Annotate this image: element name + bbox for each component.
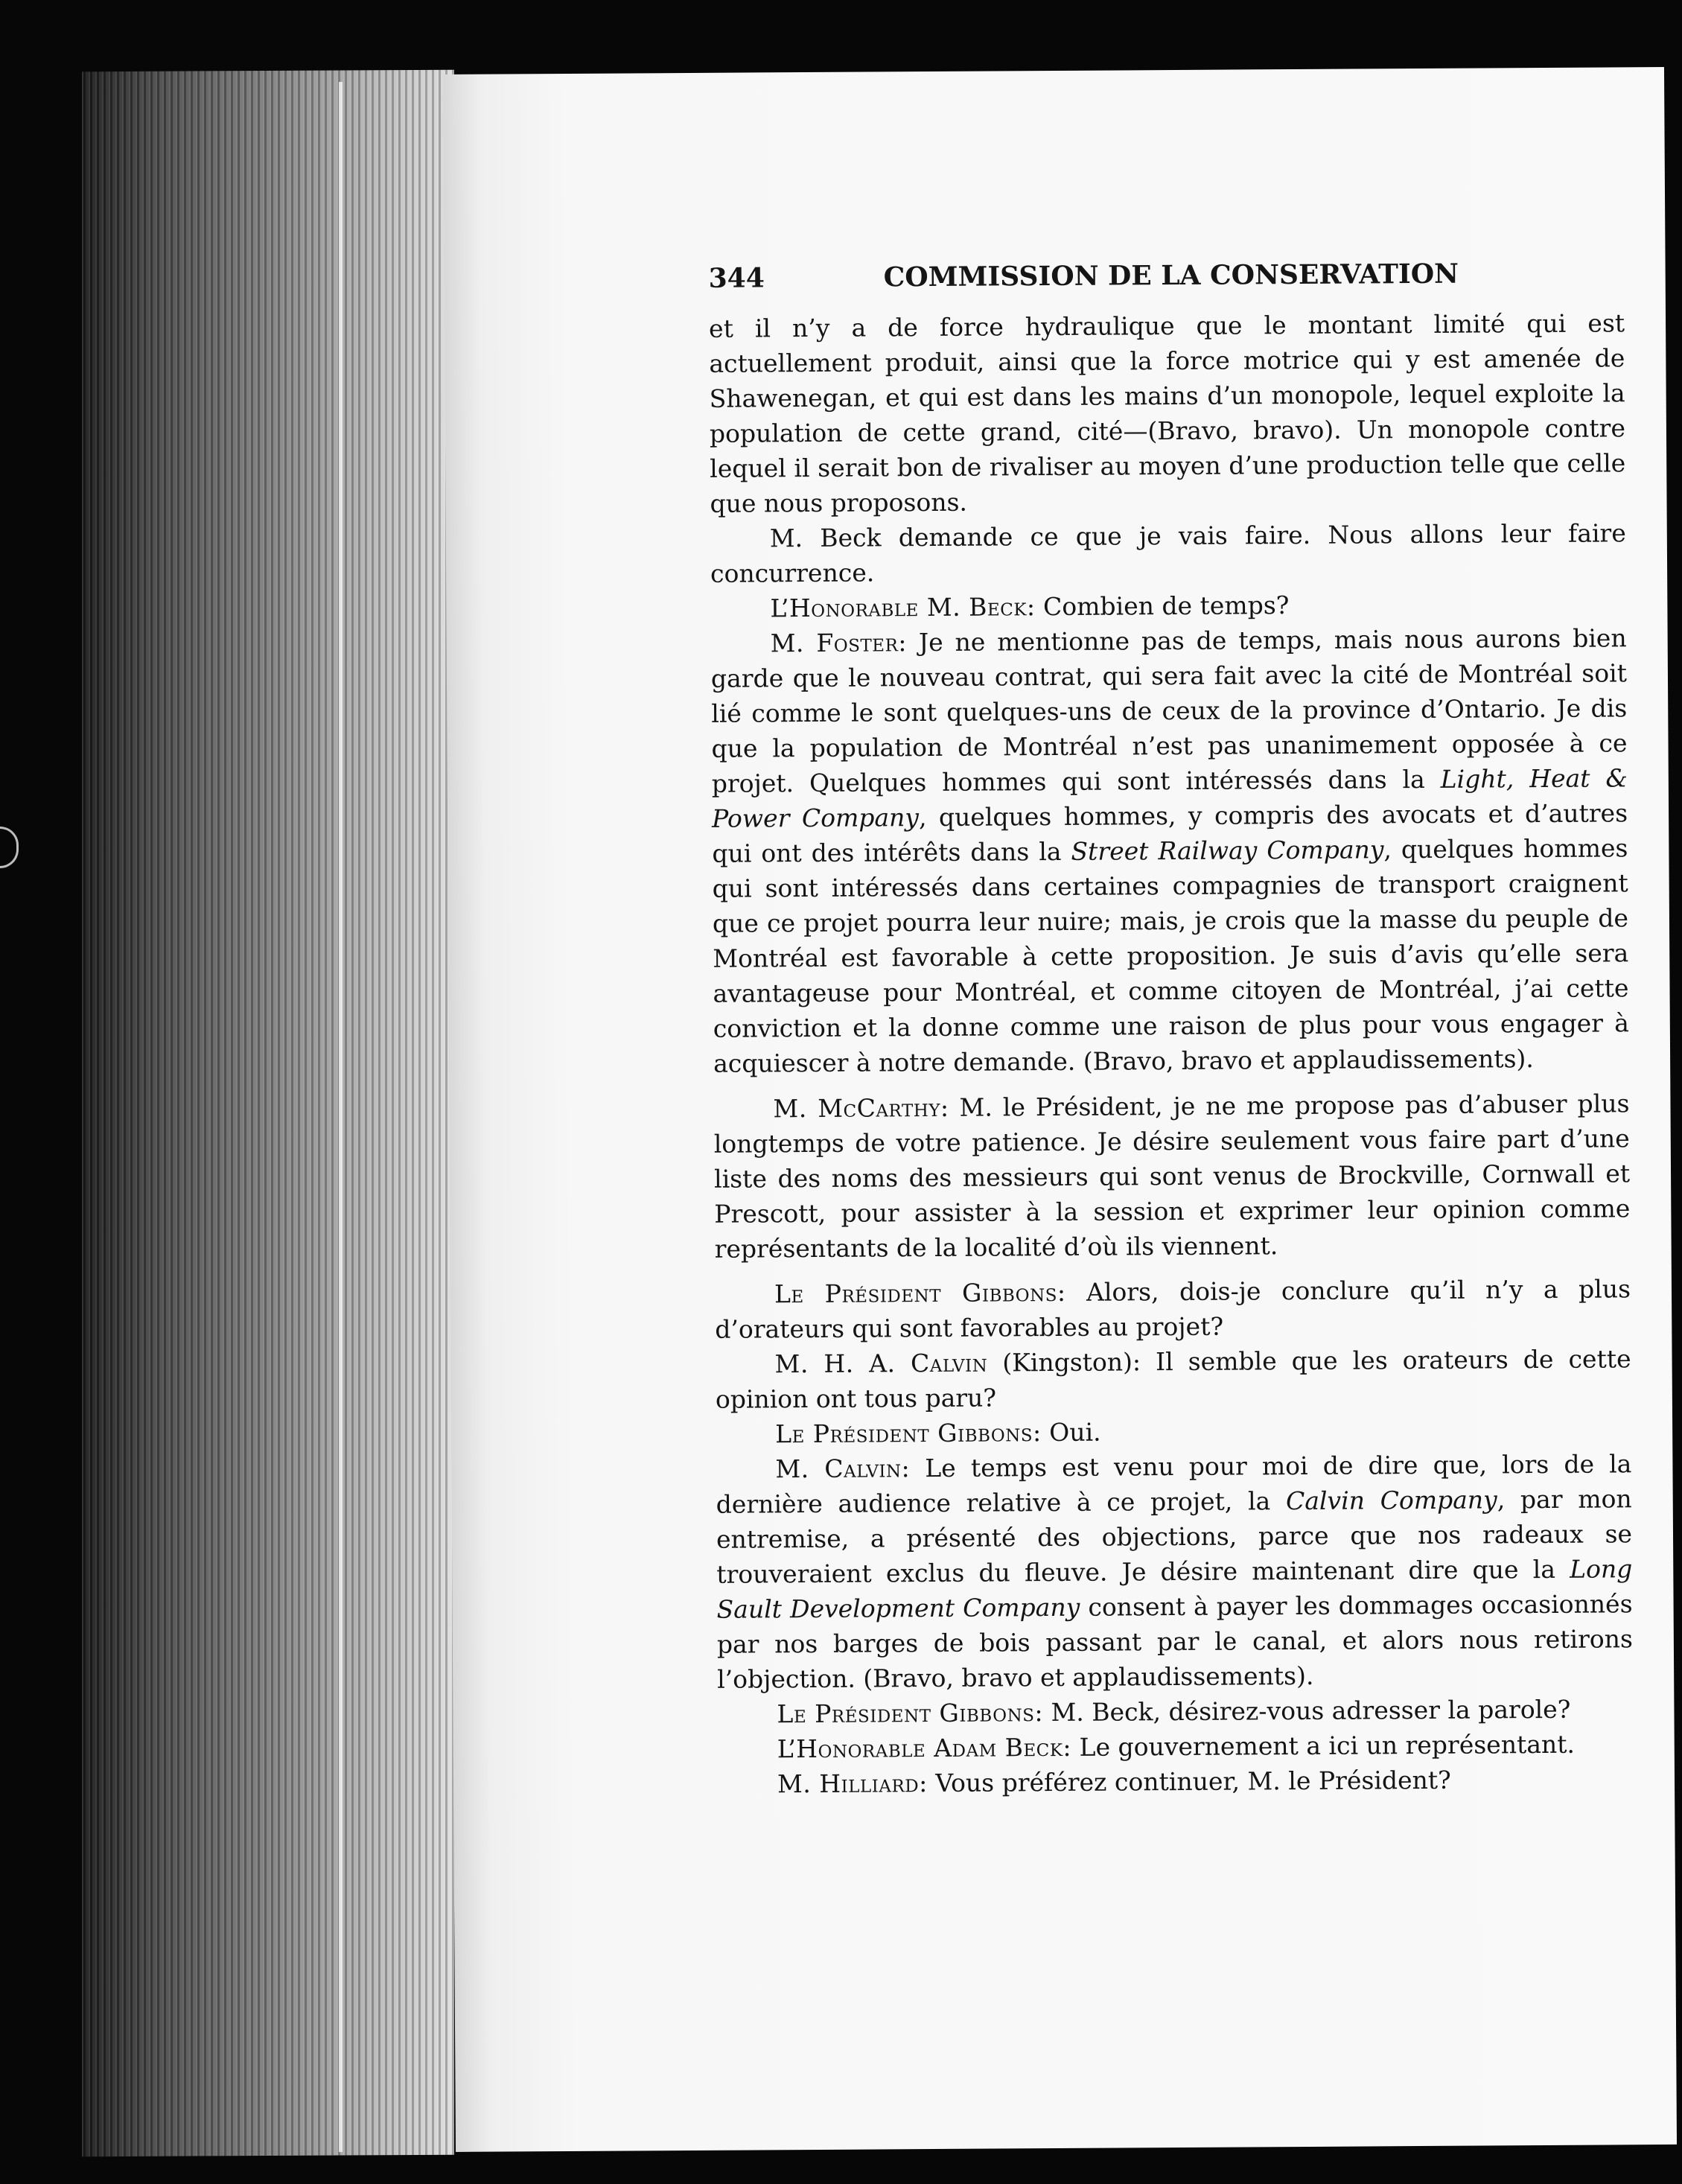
speaker-name: M. Foster: <box>770 628 908 658</box>
paragraph-text: , par mon entremise, a présenté des objections, parce que nos radeaux se trouveraient exclus du fleuve. Je désire maintenant dire que la <box>716 1484 1633 1589</box>
speaker-name: M. McCarthy: <box>773 1092 949 1124</box>
paragraph <box>718 1761 1634 1802</box>
page-number: 344 <box>708 262 765 294</box>
page-header-title: COMMISSION DE LA CONSERVATION <box>883 258 1459 293</box>
paragraph-text: Oui. <box>1041 1417 1101 1448</box>
italic-company-name: Long Sault Development Company <box>716 1554 1633 1624</box>
speaker-name: Le Président Gibbons: <box>774 1277 1066 1309</box>
running-head <box>708 258 1459 294</box>
paragraph-text: M. le Président, je ne me propose pas d’abuser plus longtemps de votre patience. Je désire seulement vous faire part d’une liste des noms des messieurs qui sont venus de Brockville, Cornwall et Prescott, pour assister à la session et exprimer leur opinion comme représentants de la localité d’où ils viennent. <box>713 1089 1631 1264</box>
speaker-name: Le Président Gibbons: <box>777 1698 1044 1729</box>
page-sheet <box>443 67 1677 2152</box>
paragraph-text: consent à payer les dommages occasionnés par nos barges de bois passant par le canal, et alors nous retirons l’objection. (Bravo, bravo et applaudissements). <box>716 1589 1633 1694</box>
paragraph-text: , quelques hommes, y compris des avocats et d’autres qui ont des intérêts dans la <box>712 798 1628 868</box>
paragraph-text: M. Beck, désirez-vous adresser la parole? <box>1042 1694 1571 1728</box>
paragraph-text: Vous préférez continuer, M. le Président? <box>927 1765 1451 1798</box>
speaker-name: L’Honorable M. Beck: <box>770 592 1036 623</box>
paragraph <box>713 1086 1630 1267</box>
paragraph-text: Le gouvernement a ici un représentant. <box>1071 1729 1576 1762</box>
paragraph <box>709 305 1626 521</box>
speaker-name: L’Honorable Adam Beck: <box>777 1732 1072 1764</box>
paragraph-text: M. Beck demande ce que je vais faire. Nous allons leur faire concurrence. <box>710 518 1626 588</box>
paragraph <box>710 515 1627 591</box>
paragraph-text: (Kingston): Il semble que les orateurs de cette opinion ont tous paru? <box>715 1344 1631 1414</box>
paragraph <box>717 1691 1633 1732</box>
paragraph-text: Combien de temps? <box>1035 590 1290 622</box>
paragraph <box>710 585 1626 626</box>
speaker-name: M. Hilliard: <box>777 1768 928 1799</box>
paragraph <box>718 1726 1634 1767</box>
paragraph <box>715 1341 1631 1417</box>
paragraph-text: , quelques hommes qui sont intéressés dans certaines compagnies de transport craignent que ce projet pourra leur nuire; mais, je crois que la masse du peuple de Montréal est favorable à cette proposition. Je suis d’avis qu’elle sera avantageuse pour Montréal, et comme citoyen de Montréal, j’ai cette conviction et la donne comme une raison de plus pour vous engager à acquiescer à notre demande. (Bravo, bravo et applaudissements). <box>712 833 1629 1078</box>
paragraph <box>716 1446 1633 1697</box>
paragraph-text: Je ne mentionne pas de temps, mais nous aurons bien garde que le nouveau contrat, qui sera fait avec la cité de Montréal soit lié comme le sont quelques-uns de ceux de la province d’Ontario. Je dis que la population de Montréal n’est pas unanimement opposée à ce projet. Quelques hommes qui sont intéressés dans la <box>710 623 1628 798</box>
margin-mark <box>0 827 19 868</box>
paragraph <box>711 620 1630 1081</box>
speaker-name: Le Président Gibbons: <box>775 1418 1042 1449</box>
paragraph-text: Le temps est venu pour moi de dire que, lors de la dernière audience relative à ce projet, la <box>716 1449 1632 1519</box>
paragraph-text: Alors, dois-je conclure qu’il n’y a plus d’orateurs qui sont favorables au projet? <box>715 1274 1631 1344</box>
book-fore-edge <box>82 70 454 2157</box>
italic-company-name: Street Railway Company <box>1071 835 1384 866</box>
fore-edge-highlight <box>339 82 343 2152</box>
speaker-name: M. H. A. Calvin <box>774 1348 988 1379</box>
paragraph <box>716 1411 1631 1452</box>
transcript-body <box>709 305 1634 1801</box>
paragraph-text: et il n’y a de force hydraulique que le montant limité qui est actuellement produit, ainsi que la force motrice qui y est amenée de Shawenegan, et qui est dans les mains d’un monopole, lequel exploite la population de cette grand, cité—(Bravo, bravo). Un monopole contre lequel il serait bon de rivaliser au moyen d’une production telle que celle que nous proposons. <box>708 308 1626 518</box>
italic-company-name: Calvin Company <box>1285 1485 1497 1516</box>
italic-company-name: Light, Heat & Power Company <box>711 763 1628 833</box>
paragraph <box>715 1271 1631 1347</box>
speaker-name: M. Calvin: <box>775 1454 911 1484</box>
